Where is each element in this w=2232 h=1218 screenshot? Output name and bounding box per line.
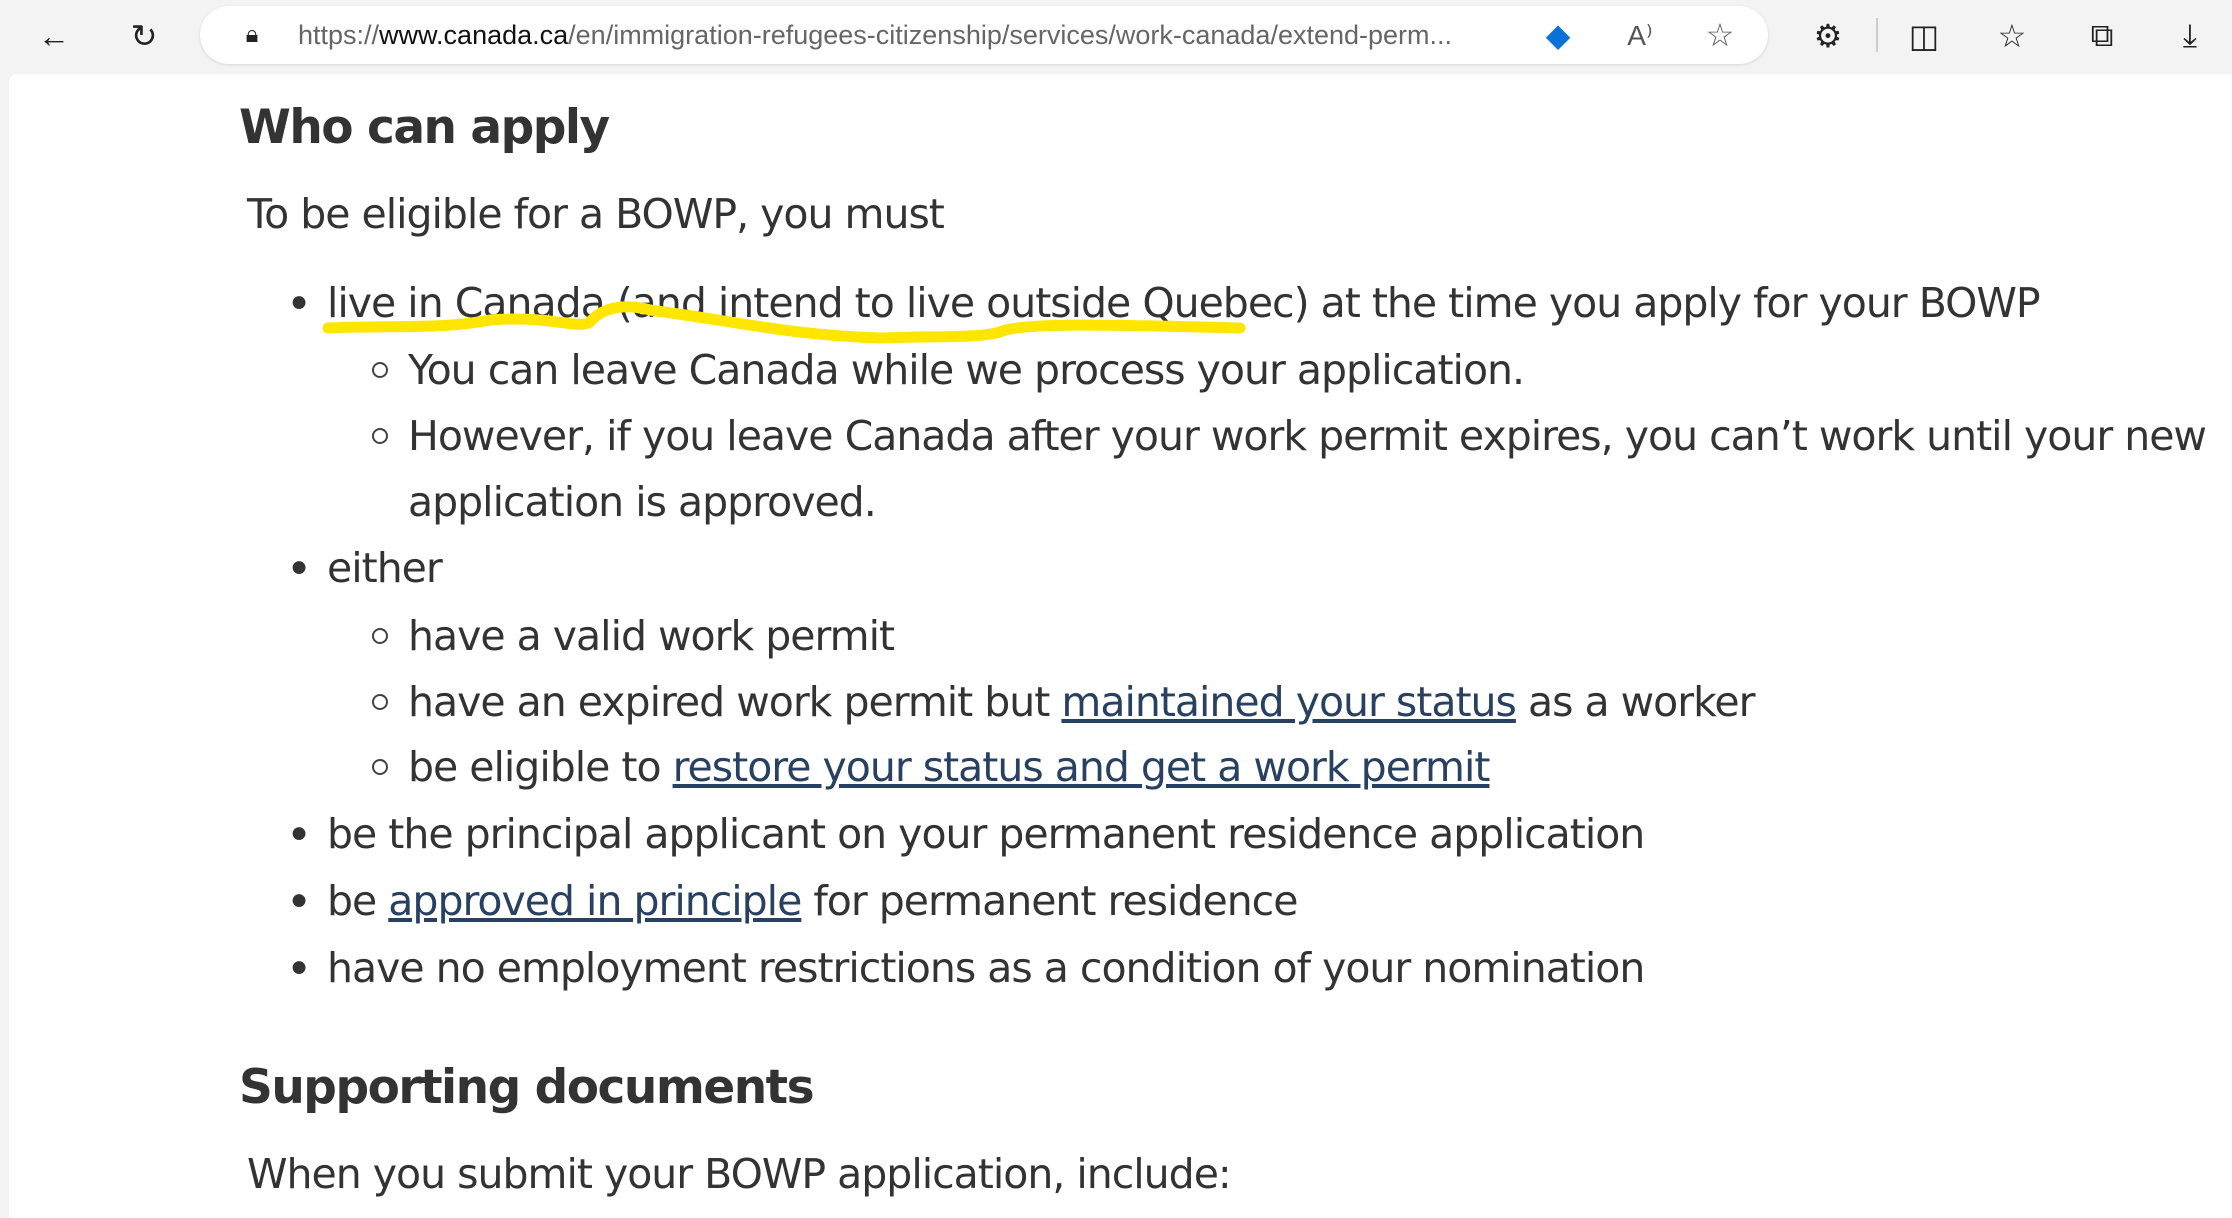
collections-icon[interactable]: ⧉ bbox=[2090, 17, 2114, 53]
refresh-icon[interactable]: ↻ bbox=[130, 18, 158, 54]
approved-in-principle-link[interactable]: approved in principle bbox=[388, 877, 802, 925]
list-item-text: at the time you apply for your BOWP bbox=[1308, 279, 2040, 327]
sub-bullet bbox=[372, 759, 388, 775]
list-item: have a valid work permit bbox=[408, 612, 895, 660]
list-item-text: have an expired work permit but bbox=[408, 678, 1062, 726]
list-item-text: for permanent residence bbox=[801, 877, 1298, 925]
read-aloud-icon[interactable]: A⁾ bbox=[1627, 19, 1653, 51]
list-item-continued: application is approved. bbox=[408, 478, 876, 526]
favorite-star-icon[interactable]: ☆ bbox=[1705, 17, 1735, 53]
extensions-icon[interactable]: ⚙ bbox=[1813, 18, 1843, 54]
browser-toolbar bbox=[0, 0, 2232, 72]
heading-who-can-apply: Who can apply bbox=[239, 100, 609, 155]
list-item bbox=[327, 868, 1297, 934]
url-domain: www.canada.ca bbox=[379, 20, 569, 50]
url-prefix: https:// bbox=[298, 20, 380, 50]
bullet: ● bbox=[290, 550, 309, 583]
list-item-text: as a worker bbox=[1515, 678, 1755, 726]
bullet: ● bbox=[290, 883, 309, 916]
list-item: either bbox=[327, 544, 442, 592]
sub-bullet bbox=[372, 694, 388, 710]
intro-text: When you submit your BOWP application, include: bbox=[247, 1150, 1231, 1198]
sub-bullet bbox=[372, 362, 388, 378]
bullet: ● bbox=[290, 950, 309, 983]
heading-supporting-documents: Supporting documents bbox=[239, 1060, 814, 1115]
sub-bullet bbox=[372, 428, 388, 444]
favorites-icon[interactable]: ☆ bbox=[1997, 18, 2027, 54]
bullet: ● bbox=[290, 816, 309, 849]
download-icon[interactable]: ⤓ bbox=[2182, 17, 2198, 53]
sub-bullet bbox=[372, 628, 388, 644]
list-item: have no employment restrictions as a condition of your nomination bbox=[327, 944, 1645, 992]
url-path: /en/immigration-refugees-citizenship/services/work-canada/extend-perm... bbox=[568, 20, 1453, 50]
list-item: be the principal applicant on your permanent residence application bbox=[327, 810, 1645, 858]
toolbar-divider bbox=[1876, 18, 1878, 52]
list-item bbox=[408, 734, 1489, 800]
list-item-text: be bbox=[327, 877, 389, 925]
list-item: You can leave Canada while we process your application. bbox=[408, 346, 1525, 394]
maintained-status-link[interactable]: maintained your status bbox=[1061, 678, 1516, 726]
list-item-text: be eligible to bbox=[408, 743, 673, 791]
back-icon[interactable]: ← bbox=[38, 17, 70, 54]
split-screen-icon[interactable]: ◫ bbox=[1908, 18, 1940, 54]
restore-status-link[interactable]: restore your status and get a work permit bbox=[672, 743, 1490, 791]
lock-icon[interactable]: 🔒︎ bbox=[245, 21, 259, 48]
list-item: However, if you leave Canada after your work permit expires, you can’t work until your new bbox=[408, 412, 2206, 460]
shopping-tag-icon[interactable]: ◆ bbox=[1545, 17, 1571, 53]
address-bar[interactable] bbox=[200, 6, 1768, 64]
bullet: ● bbox=[290, 285, 309, 318]
url-text bbox=[298, 6, 1452, 64]
list-item bbox=[408, 669, 1754, 735]
highlighted-text: live in Canada (and intend to live outside Quebec) bbox=[327, 279, 1309, 327]
intro-text: To be eligible for a BOWP, you must bbox=[247, 190, 944, 238]
